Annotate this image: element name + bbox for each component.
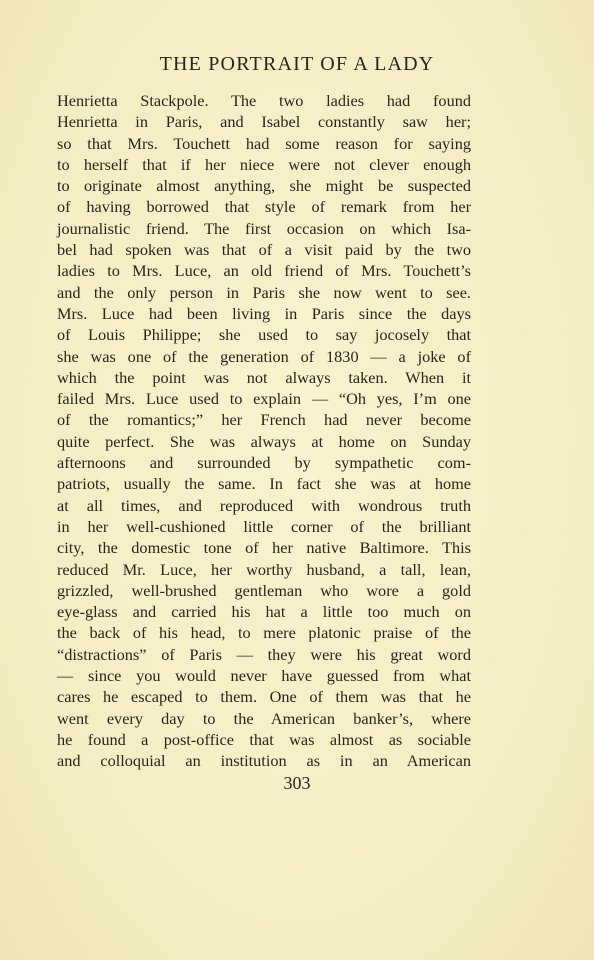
- text-line: the back of his head, to mere platonic praise of the: [57, 623, 471, 643]
- text-line: and colloquial an institution as in an American: [57, 751, 471, 771]
- text-line: at all times, and reproduced with wondrous truth: [57, 495, 471, 515]
- text-line: went every day to the American banker’s, where: [57, 708, 471, 728]
- text-line: reduced Mr. Luce, her worthy husband, a tall, lean,: [57, 559, 471, 579]
- body-text: [57, 90, 471, 772]
- text-line: Mrs. Luce had been living in Paris since the days: [57, 303, 471, 323]
- text-line: of having borrowed that style of remark from her: [57, 197, 471, 217]
- text-line: journalistic friend. The first occasion on which Isa-: [57, 218, 471, 238]
- text-line: Henrietta in Paris, and Isabel constantly saw her;: [57, 112, 471, 132]
- text-line: so that Mrs. Touchett had some reason for saying: [57, 133, 471, 153]
- text-line: and the only person in Paris she now went to see.: [57, 282, 471, 302]
- text-line: afternoons and surrounded by sympathetic com-: [57, 453, 471, 473]
- running-head: THE PORTRAIT OF A LADY: [159, 53, 435, 75]
- page-number: 303: [283, 773, 311, 793]
- text-line: bel had spoken was that of a visit paid by the two: [57, 240, 471, 260]
- text-line: cares he escaped to them. One of them was that he: [57, 687, 471, 707]
- text-line: ladies to Mrs. Luce, an old friend of Mrs. Touchett’s: [57, 261, 471, 281]
- text-line: city, the domestic tone of her native Baltimore. This: [57, 538, 471, 558]
- text-line: to herself that if her niece were not clever enough: [57, 154, 471, 174]
- text-line: patriots, usually the same. In fact she was at home: [57, 474, 471, 494]
- text-line: Henrietta Stackpole. The two ladies had found: [57, 91, 471, 110]
- text-line: which the point was not always taken. When it: [57, 367, 471, 387]
- text-line: failed Mrs. Luce used to explain — “Oh yes, I’m one: [57, 389, 471, 409]
- text-line: she was one of the generation of 1830 — a joke of: [57, 346, 471, 366]
- text-line: — since you would never have guessed from what: [57, 666, 471, 686]
- text-line: in her well-cushioned little corner of the brilliant: [57, 516, 471, 536]
- text-line: “distractions” of Paris — they were his great word: [57, 644, 471, 664]
- text-line: eye-glass and carried his hat a little too much on: [57, 602, 471, 622]
- text-line: of Louis Philippe; she used to say jocosely that: [57, 325, 471, 345]
- text-line: quite perfect. She was always at home on Sunday: [57, 431, 471, 451]
- text-line: of the romantics;” her French had never become: [57, 410, 471, 430]
- text-line: he found a post-office that was almost as sociable: [57, 729, 471, 749]
- text-line: grizzled, well-brushed gentleman who wore a gold: [57, 580, 471, 600]
- text-line: to originate almost anything, she might be suspected: [57, 176, 471, 196]
